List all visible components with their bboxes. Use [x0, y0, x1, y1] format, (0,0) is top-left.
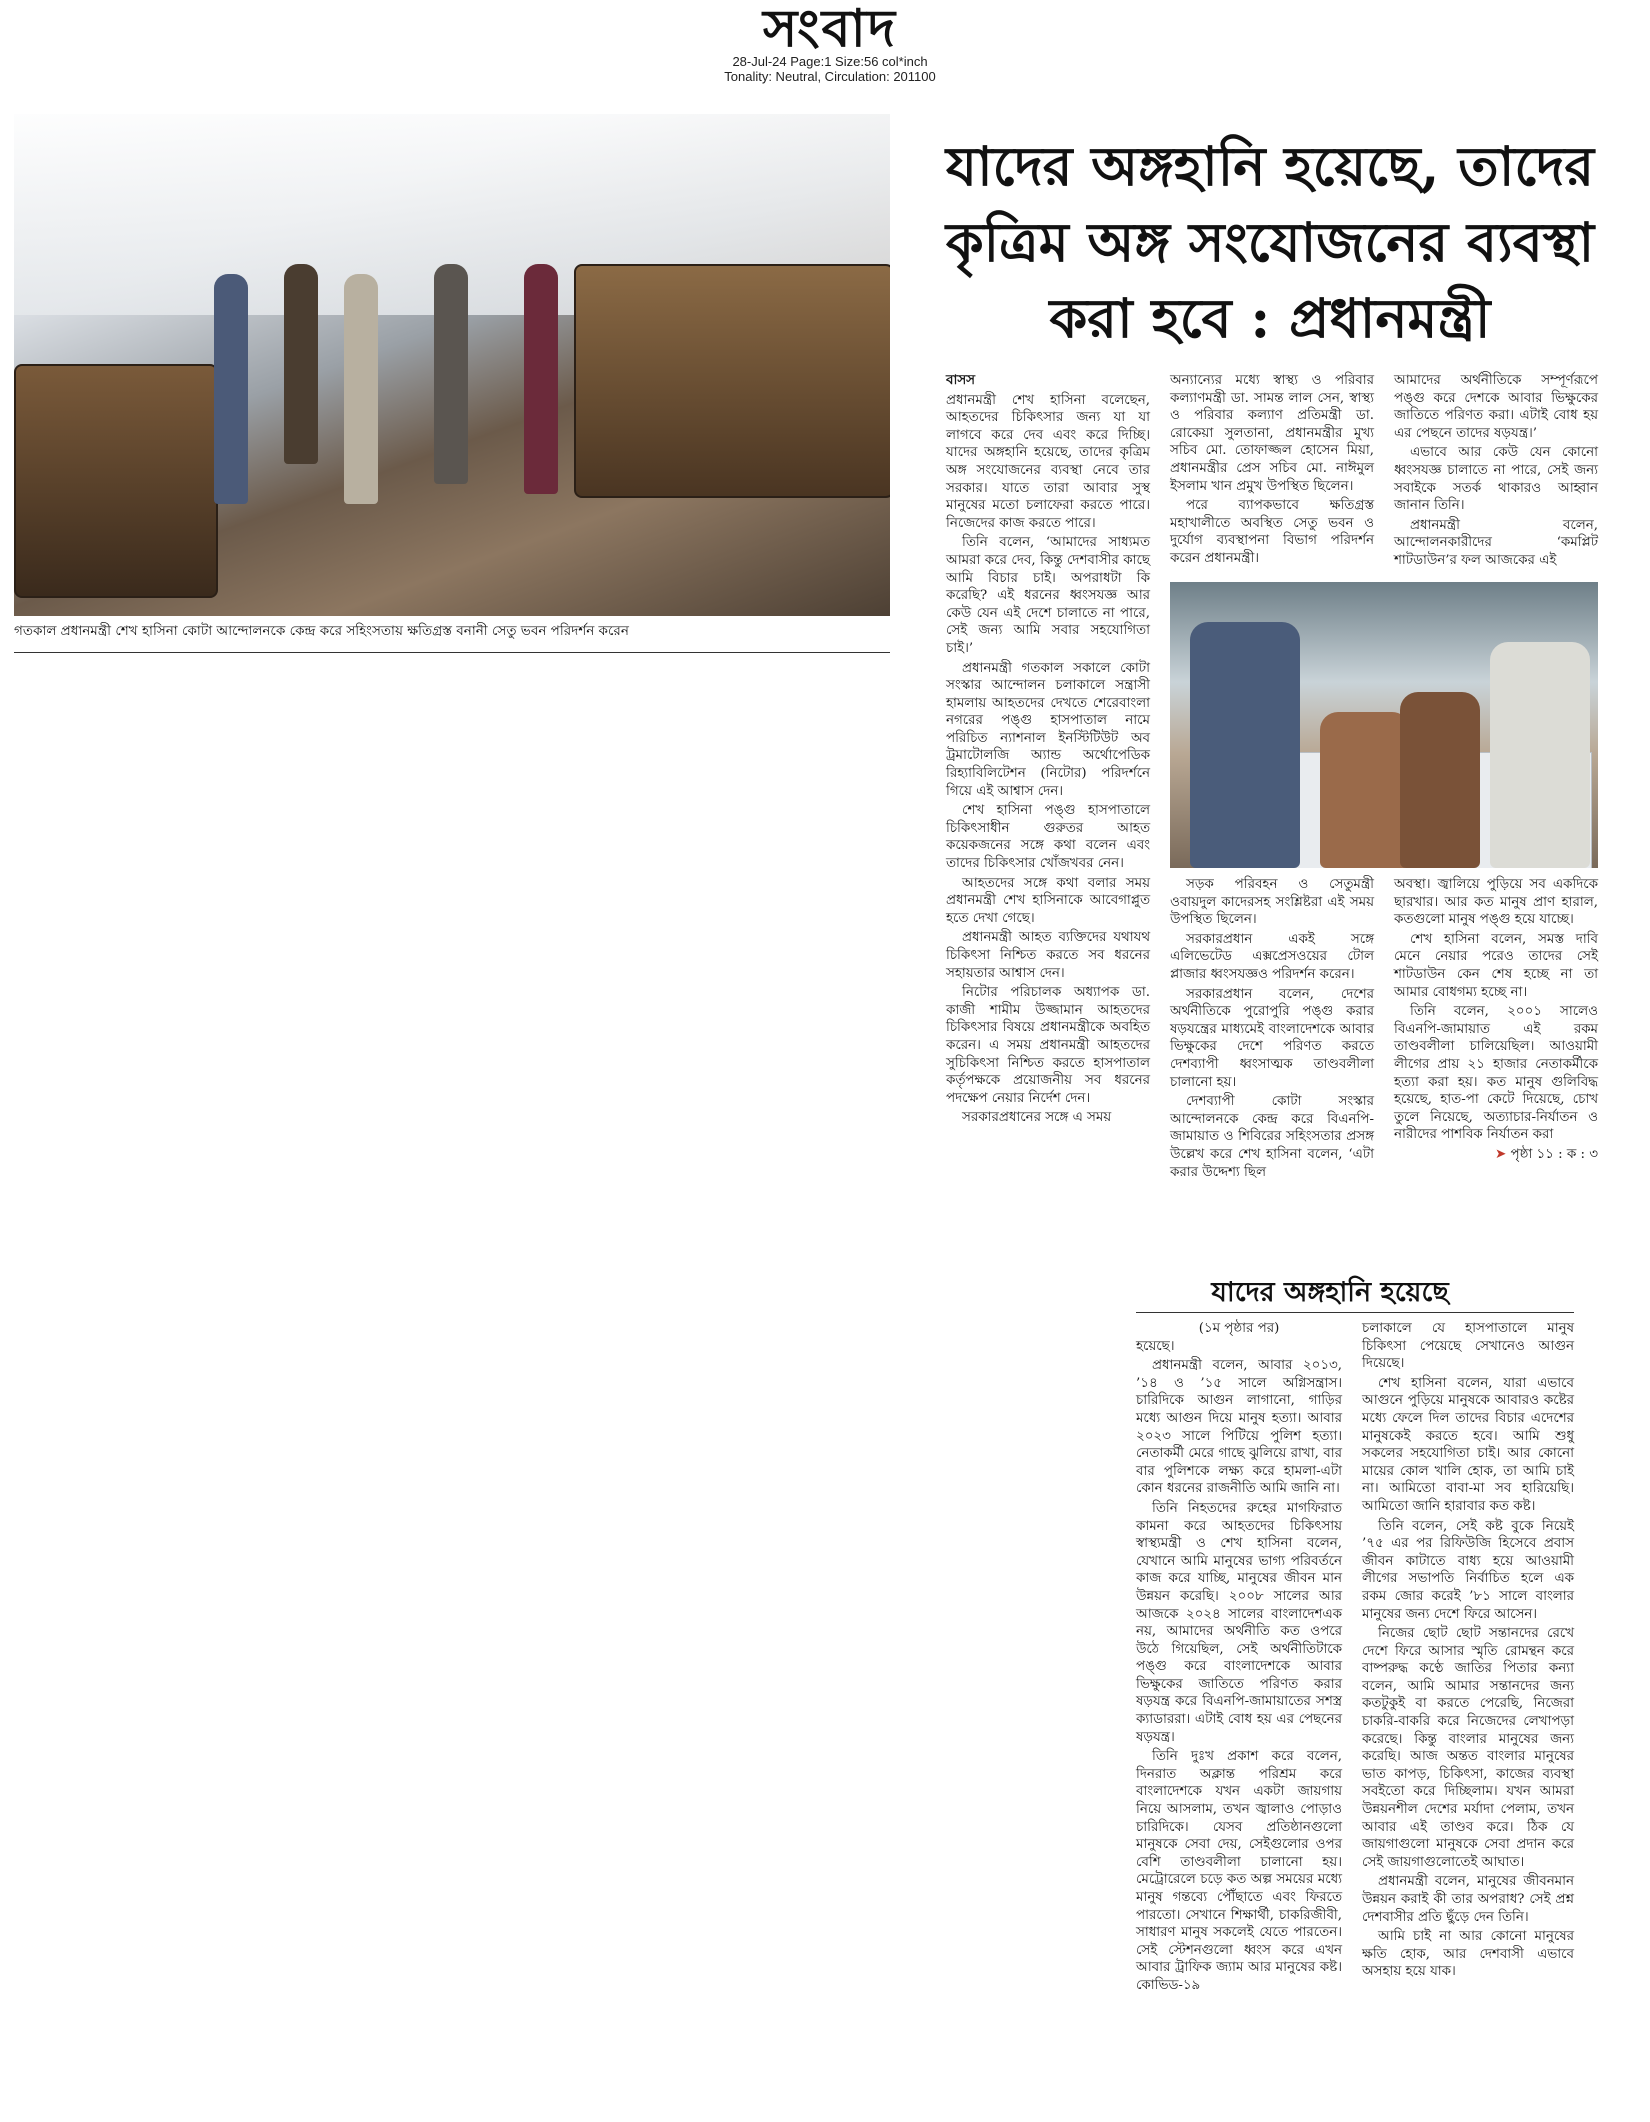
paragraph: নিটোর পরিচালক অধ্যাপক ডা. কাজী শামীম উজ্জামান আহতদের চিকিৎসার বিষয়ে প্রধানমন্ত্রীকে অবহিত করেন। এ সময় প্রধানমন্ত্রী আহতদের সুচিকিৎসা নিশ্চিত করতে হাসপাতাল কর্তৃপক্ষকে প্রয়োজনীয় সব ধরনের পদক্ষেপ নেয়ার নির্দেশ দেন। [946, 985, 1150, 1106]
paragraph: প্রধানমন্ত্রী শেখ হাসিনা বলেছেন, আহতদের চিকিৎসার জন্য যা যা লাগবে করে দেব এবং করে দিচ্ছি। যাদের অঙ্গহানি হয়েছে, তাদের কৃত্রিম অঙ্গ সংযোজনের ব্যবস্থা নেবে তার সরকার। যাতে তারা আবার সুস্থ মানুষের মতো চলাফেরা করতে পারে। নিজেদের কাজ করতে পারে। [946, 392, 1150, 531]
paragraph: তিনি বলেন, ২০০১ সালেও বিএনপি-জামায়াত এই রকম তাণ্ডবলীলা চালিয়েছিল। আওয়ামী লীগের প্রায় ২১ হাজার নেতাকর্মীকে হত্যা করা হয়। কত মানুষ গুলিবিদ্ধ হয়েছে, হাত-পা কেটে দিয়েছে, চোখ তুলে নিয়েছে, অত্যাচার-নির্যাতন ও নারীদের পাশবিক নির্যাতন করা [1394, 1004, 1598, 1143]
paragraph: তিনি বলেন, ‘আমাদের সাধ্যমত আমরা করে দেব, কিন্তু দেশবাসীর কাছে আমি বিচার চাই। অপরাধটা কি করেছি? এই ধরনের ধ্বংসযজ্ঞ আর কেউ যেন এই দেশে চালাতে না পারে, সেই জন্য আমি সবার সহযোগিতা চাই।’ [946, 535, 1150, 656]
headline-line-1: যাদের অঙ্গহানি হয়েছে, তাদের [945, 134, 1595, 198]
headline-line-3: করা হবে : প্রধানমন্ত্রী [1049, 286, 1491, 350]
newspaper-masthead: সংবাদ [762, 0, 898, 59]
continuation-rule [1136, 1312, 1574, 1313]
paragraph: সরকারপ্রধান একই সঙ্গে এলিভেটেড এক্সপ্রেসওয়ের টোল প্লাজার ধ্বংসযজ্ঞও পরিদর্শন করেন। [1170, 931, 1374, 982]
paragraph: তিনি বলেন, সেই কষ্ট বুকে নিয়েই ’৭৫ এর পর রিফিউজি হিসেবে প্রবাস জীবন কাটাতে বাধ্য হয়ে আওয়ামী লীগের সভাপতি নির্বাচিত হলে এক রকম জোর করেই ’৮১ সালে বাংলার মানুষের জন্য দেশে ফিরে আসেন। [1362, 1518, 1574, 1622]
hospital-photo [1170, 582, 1598, 868]
dateline: বাসস [946, 372, 976, 388]
headline-line-2: কৃত্রিম অঙ্গ সংযোজনের ব্যবস্থা [945, 210, 1595, 274]
lead-photo [14, 114, 890, 616]
jump-text: পৃষ্ঠা ১১ : ক : ৩ [1510, 1146, 1598, 1162]
paragraph: হয়েছে। [1136, 1338, 1175, 1354]
paragraph: সরকারপ্রধানের সঙ্গে এ সময় [962, 1110, 1112, 1126]
paragraph: প্রধানমন্ত্রী বলেন, আবার ২০১৩, ’১৪ ও ’১৫ সালে অগ্নিসন্ত্রাস। চারিদিকে আগুন লাগানো, গাড়ির মধ্যে আগুন দিয়ে মানুষ হত্যা। আবার ২০২৩ সালে পিটিয়ে পুলিশ হত্যা। নেতাকর্মী মেরে গাছে ঝুলিয়ে রাখা, বার বার পুলিশকে লক্ষ্য করে হামলা-এটা কোন ধরনের রাজনীতি আমি জানি না। [1136, 1358, 1342, 1497]
paragraph: প্রধানমন্ত্রী আহত ব্যক্তিদের যথাযথ চিকিৎসা নিশ্চিত করতে সব ধরনের সহায়তার আশ্বাস দেন। [946, 930, 1150, 981]
jump-line [1394, 1146, 1598, 1164]
paragraph: তিনি দুঃখ প্রকাশ করে বলেন, দিনরাত অক্লান্ত পরিশ্রম করে বাংলাদেশকে যখন একটা জায়গায় নিয়ে আসলাম, তখন জ্বালাও পোড়াও চারিদিকে। যেসব প্রতিষ্ঠানগুলো মানুষকে সেবা দেয়, সেইগুলোর ওপর বেশি তাণ্ডবলীলা চালানো হয়। মেট্রোরেলে চড়ে কত অল্প সময়ের মধ্যে মানুষ গন্তব্যে পৌঁছাতে এবং ফিরতে পারতো। সেখানে শিক্ষার্থী, চাকরিজীবী, সাধারণ মানুষ সকলেই যেতে পারতেন। সেই স্টেশনগুলো ধ্বংস করে এখন আবার ট্রাফিক জ্যাম আর মানুষের কষ্ট। কোভিড-১৯ [1136, 1749, 1342, 1993]
paragraph: সড়ক পরিবহন ও সেতুমন্ত্রী ওবায়দুল কাদেরসহ সংশ্লিষ্টরা এই সময় উপস্থিত ছিলেন। [1170, 877, 1374, 928]
paragraph: সরকারপ্রধান বলেন, দেশের অর্থনীতিকে পুরোপুরি পঙ্গু করার ষড়যন্ত্রের মাধ্যমেই বাংলাদেশকে আবার ভিক্ষুকের দেশে পরিণত করতে দেশব্যাপী ধ্বংসাত্মক তাণ্ডবলীলা চালানো হয়। [1170, 986, 1374, 1090]
article-headline [920, 128, 1620, 356]
clipping-meta [640, 54, 1020, 84]
caption-rule [14, 652, 890, 653]
paragraph: এভাবে আর কেউ যেন কোনো ধ্বংসযজ্ঞ চালাতে না পারে, সেই জন্য সবাইকে সতর্ক থাকারও আহ্বান জানান তিনি। [1394, 445, 1598, 514]
article-column-3-top [1394, 372, 1598, 572]
paragraph: অন্যান্যের মধ্যে স্বাস্থ্য ও পরিবার কল্যাণমন্ত্রী ডা. সামন্ত লাল সেন, স্বাস্থ্য ও পরিবার কল্যাণ প্রতিমন্ত্রী ডা. রোকেয়া সুলতানা, প্রধানমন্ত্রীর মুখ্য সচিব মো. তোফাজ্জল হোসেন মিয়া, প্রধানমন্ত্রীর প্রেস সচিব মো. নাঈমুল ইসলাম খান প্রমুখ উপস্থিত ছিলেন। [1170, 373, 1374, 494]
meta-line-1: 28-Jul-24 Page:1 Size:56 col*inch [732, 54, 928, 69]
paragraph: শেখ হাসিনা বলেন, সমস্ত দাবি মেনে নেয়ার পরেও তাদের সেই শাটডাউন কেন শেষ হচ্ছে না তা আমার বোধগম্য হচ্ছে না। [1394, 931, 1598, 1000]
continuation-column-2 [1362, 1320, 1574, 1983]
paragraph: প্রধানমন্ত্রী বলেন, মানুষের জীবনমান উন্নয়ন করাই কী তার অপরাধ? সেই প্রশ্ন দেশবাসীর প্রতি ছুঁড়ে দেন তিনি। [1362, 1874, 1574, 1925]
paragraph: পরে ব্যাপকভাবে ক্ষতিগ্রস্ত মহাখালীতে অবস্থিত সেতু ভবন ও দুর্যোগ ব্যবস্থাপনা বিভাগ পরিদর্শন করেন প্রধানমন্ত্রী। [1170, 498, 1374, 566]
continued-from: (১ম পৃষ্ঠার পর) [1198, 1321, 1280, 1336]
paragraph: প্রধানমন্ত্রী গতকাল সকালে কোটা সংস্কার আন্দোলন চলাকালে সন্ত্রাসী হামলায় আহতদের দেখতে শেরেবাংলা নগরের পঙ্গু হাসপাতাল নামে পরিচিত ন্যাশনাল ইনস্টিটিউট অব ট্রমাটোলজি অ্যান্ড অর্থোপেডিক রিহ্যাবিলিটেশন (নিটোর) পরিদর্শনে গিয়ে এই আশ্বাস দেন। [946, 660, 1150, 799]
lead-photo-caption: গতকাল প্রধানমন্ত্রী শেখ হাসিনা কোটা আন্দোলনকে কেন্দ্র করে সহিংসতায় ক্ষতিগ্রস্ত বনানী সেতু ভবন পরিদর্শন করেন [14, 623, 629, 639]
meta-line-2: Tonality: Neutral, Circulation: 201100 [724, 69, 936, 84]
paragraph: শেখ হাসিনা বলেন, যারা এভাবে আগুনে পুড়িয়ে মানুষকে আবারও কষ্টের মধ্যে ফেলে দিল তাদের বিচার এদেশের মানুষকেই করতে হবে। আমি শুধু সকলের সহযোগিতা চাই। আর কোনো মায়ের কোল খালি হোক, তা আমি চাই না। আমিতো বাবা-মা সব হারিয়েছি। আমিতো জানি হারাবার কত কষ্ট। [1362, 1375, 1574, 1514]
paragraph: তিনি নিহতদের রুহের মাগফিরাত কামনা করে আহতদের চিকিৎসায় স্বাস্থ্যমন্ত্রী ও শেখ হাসিনা বলেন, যেখানে আমি মানুষের ভাগ্য পরিবর্তনে কাজ করে যাচ্ছি, মানুষের জীবন মান উন্নয়ন করেছি। ২০০৮ সালের আর আজকে ২০২৪ সালের বাংলাদেশএক নয়, আমাদের অর্থনীতি কত ওপরে উঠে গিয়েছিল, সেই অর্থনীতিটাকে পঙ্গু করে বাংলাদেশকে আবার ভিক্ষুকের জাতিতে পরিণত করার ষড়যন্ত্র করে বিএনপি-জামায়াতের সশস্ত্র ক্যাডাররা। এটাই বোধ হয় এর পেছনের ষড়যন্ত্র। [1136, 1500, 1342, 1745]
article-column-1 [946, 372, 1150, 1129]
continuation-column-1 [1136, 1320, 1342, 1997]
paragraph: নিজের ছোট ছোট সন্তানদের রেখে দেশে ফিরে আসার স্মৃতি রোমন্থন করে বাষ্পরুদ্ধ কণ্ঠে জাতির পিতার কন্যা বলেন, আমি আমার সন্তানদের জন্য কতটুকুই বা করতে পেরেছি, নিজেরা চাকরি-বাকরি করে নিজেদের লেখাপড়া করেছে। কিন্তু বাংলার মানুষের জন্য করেছি। আজ অন্তত বাংলার মানুষের ভাত কাপড়, চিকিৎসা, কাজের ব্যবস্থা সবইতো করে দিচ্ছিলাম। যখন আমরা উন্নয়নশীল দেশের মর্যাদা পেলাম, তখন আবার এই তাণ্ডব করে। ঠিক যে জায়গাগুলো মানুষকে সেবা প্রদান করে সেই জায়গাগুলোতেই আঘাত। [1362, 1626, 1574, 1870]
paragraph: অবস্থা। জ্বালিয়ে পুড়িয়ে সব একদিকে ছারখার। আর কত মানুষ প্রাণ হারাল, কতগুলো মানুষ পঙ্গু হয়ে যাচ্ছে। [1394, 877, 1598, 928]
continuation-headline: যাদের অঙ্গহানি হয়েছে [1211, 1277, 1449, 1308]
article-column-2-top [1170, 372, 1374, 570]
jump-arrow-icon: ➤ [1495, 1146, 1507, 1162]
paragraph: আমাদের অর্থনীতিকে সম্পূর্ণরূপে পঙ্গু করে দেশকে আবার ভিক্ষুকের জাতিতে পরিণত করা। এটাই বোধ হয় এর পেছনে তাদের ষড়যন্ত্র।’ [1394, 373, 1598, 441]
article-column-2-bottom [1170, 876, 1374, 1183]
paragraph: আহতদের সঙ্গে কথা বলার সময় প্রধানমন্ত্রী শেখ হাসিনাকে আবেগাপ্লুত হতে দেখা গেছে। [946, 875, 1150, 926]
paragraph: দেশব্যাপী কোটা সংস্কার আন্দোলনকে কেন্দ্র করে বিএনপি-জামায়াত ও শিবিরের সহিংসতার প্রসঙ্গ উল্লেখ করে শেখ হাসিনা বলেন, ‘এটা করার উদ্দেশ্য ছিল [1170, 1094, 1374, 1180]
article-column-3-bottom [1394, 876, 1598, 1164]
paragraph: আমি চাই না আর কোনো মানুষের ক্ষতি হোক, আর দেশবাসী এভাবে অসহায় হয়ে যাক। [1362, 1929, 1574, 1980]
paragraph: চলাকালে যে হাসপাতালে মানুষ চিকিৎসা পেয়েছে সেখানেও আগুন দিয়েছে। [1362, 1321, 1574, 1372]
paragraph: প্রধানমন্ত্রী বলেন, আন্দোলনকারীদের ‘কমপ্লিট শাটডাউন’র ফল আজকের এই [1394, 517, 1598, 568]
paragraph: শেখ হাসিনা পঙ্গু হাসপাতালে চিকিৎসাধীন গুরুতর আহত কয়েকজনের সঙ্গে কথা বলেন এবং তাদের চিকিৎসার খোঁজখবর নেন। [946, 803, 1150, 872]
